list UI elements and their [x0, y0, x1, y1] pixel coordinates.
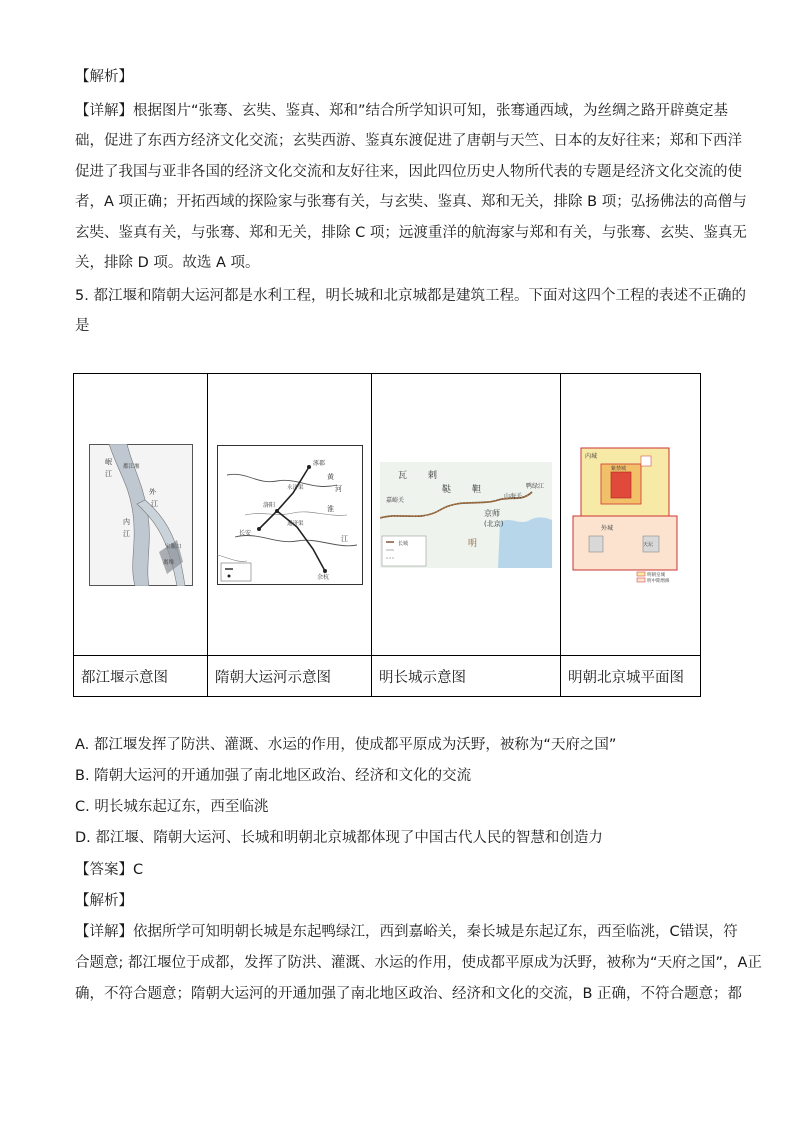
detail-line: 促进了我国与亚非各国的经济文化交流和友好往来，因此四位历史人物所代表的专题是经济文化交流的使	[75, 164, 742, 180]
map-label: 内城	[584, 452, 597, 460]
analysis-label: 【解析】	[75, 893, 133, 909]
map-label: 都江堰	[122, 463, 140, 470]
map-label: 嘉峪关	[386, 496, 405, 504]
map-label: 江	[150, 499, 158, 508]
map-cell-great-wall	[372, 374, 561, 656]
beijing-map	[571, 446, 691, 584]
map-caption: 明朝北京城平面图	[561, 656, 701, 697]
map-label: 明中期增修	[646, 578, 669, 584]
option-a: A. 都江堰发挥了防洪、灌溉、水运的作用，使成都平原成为沃野，被称为“天府之国”	[75, 737, 617, 753]
great-wall-map	[380, 462, 552, 568]
map-cell-dujiangyan	[74, 374, 208, 656]
map-label: 外城	[600, 524, 613, 532]
map-label: 鞑	[442, 484, 452, 495]
map-label: (北京)	[484, 519, 504, 528]
map-label: 长城	[398, 540, 409, 547]
map-label: 明	[468, 538, 478, 549]
map-label: 岷	[104, 457, 112, 466]
map-label: 江	[340, 534, 348, 543]
map-label: 鸭绿江	[526, 482, 545, 490]
detail-line: 者，A 项正确；开拓西域的探险家与张骞有关，与玄奘、鉴真、郑和无关，排除 B 项；弘扬佛法的高僧与	[75, 194, 747, 210]
map-label: 余杭	[316, 573, 329, 581]
map-label: 河	[334, 484, 342, 493]
map-caption: 都江堰示意图	[74, 656, 208, 697]
map-label: 离堆	[162, 559, 174, 566]
map-caption: 明长城示意图	[372, 656, 561, 697]
map-label: 靼	[472, 484, 482, 495]
detail-line: 关，排除 D 项。故选 A 项。	[75, 255, 260, 271]
detail-line: 【详解】根据图片“张骞、玄奘、鉴真、郑和”结合所学知识可知，张骞通西域，为丝绸之路开辟奠定基	[75, 103, 729, 119]
map-label: 黄	[326, 472, 334, 481]
map-label: 江	[122, 529, 130, 538]
dujiangyan-map	[89, 444, 193, 586]
map-label: 外	[148, 487, 156, 496]
map-label: 天坛	[642, 541, 653, 548]
map-cell-grand-canal	[208, 374, 372, 656]
map-table	[73, 373, 701, 697]
option-c: C. 明长城东起辽东，西至临洮	[75, 799, 269, 815]
map-label: 瓦	[398, 470, 408, 481]
map-label: 宝瓶口	[164, 543, 182, 550]
analysis-label: 【解析】	[75, 69, 133, 85]
detail-line: 【详解】依据所学可知明朝长城是东起鸭绿江，西到嘉峪关，秦长城是东起辽东，西至临洮，C错误，符	[75, 924, 738, 940]
detail-line: 础，促进了东西方经济文化交流；玄奘西游、鉴真东渡促进了唐朝与天竺、日本的友好往来；郑和下西洋	[75, 133, 742, 149]
map-label: 江	[104, 469, 112, 478]
grand-canal-map	[217, 445, 363, 585]
map-label: 涿郡	[312, 459, 325, 467]
detail-line: 玄奘、鉴真有关，与张骞、郑和无关，排除 C 项；远渡重洋的航海家与郑和有关，与张骞、玄奘、鉴真无	[75, 225, 747, 241]
map-label: 内	[122, 517, 130, 526]
option-b: B. 隋朝大运河的开通加强了南北地区政治、经济和文化的交流	[75, 768, 472, 784]
question-line: 5. 都江堰和隋朝大运河都是水利工程，明长城和北京城都是建筑工程。下面对这四个工程的表述不正确的	[75, 288, 746, 304]
map-label: 通济渠	[286, 520, 304, 527]
map-label: 洛阳	[262, 501, 275, 509]
answer-line: 【答案】C	[75, 862, 144, 878]
map-cell-beijing	[561, 374, 701, 656]
map-label: 淮	[326, 504, 334, 513]
map-label: 山海关	[504, 492, 523, 500]
option-d: D. 都江堰、隋朝大运河、长城和明朝北京城都体现了中国古代人民的智慧和创造力	[75, 830, 603, 846]
detail-line: 合题意; 都江堰位于成都，发挥了防洪、灌溉、水运的作用，使成都平原成为沃野，被称为“天府之国”，A正	[75, 955, 762, 971]
map-label: 永济渠	[286, 484, 304, 491]
map-caption: 隋朝大运河示意图	[208, 656, 372, 697]
map-label: 长安	[238, 529, 251, 537]
map-label: 紫禁城	[610, 465, 626, 472]
map-label: 剌	[428, 470, 438, 481]
detail-line: 确，不符合题意；隋朝大运河的开通加强了南北地区政治、经济和文化的交流，B 正确，不符合题意；都	[75, 986, 743, 1002]
map-label: 明朝皇城	[646, 572, 665, 578]
map-label: 京师	[484, 508, 500, 518]
question-line: 是	[75, 318, 90, 334]
